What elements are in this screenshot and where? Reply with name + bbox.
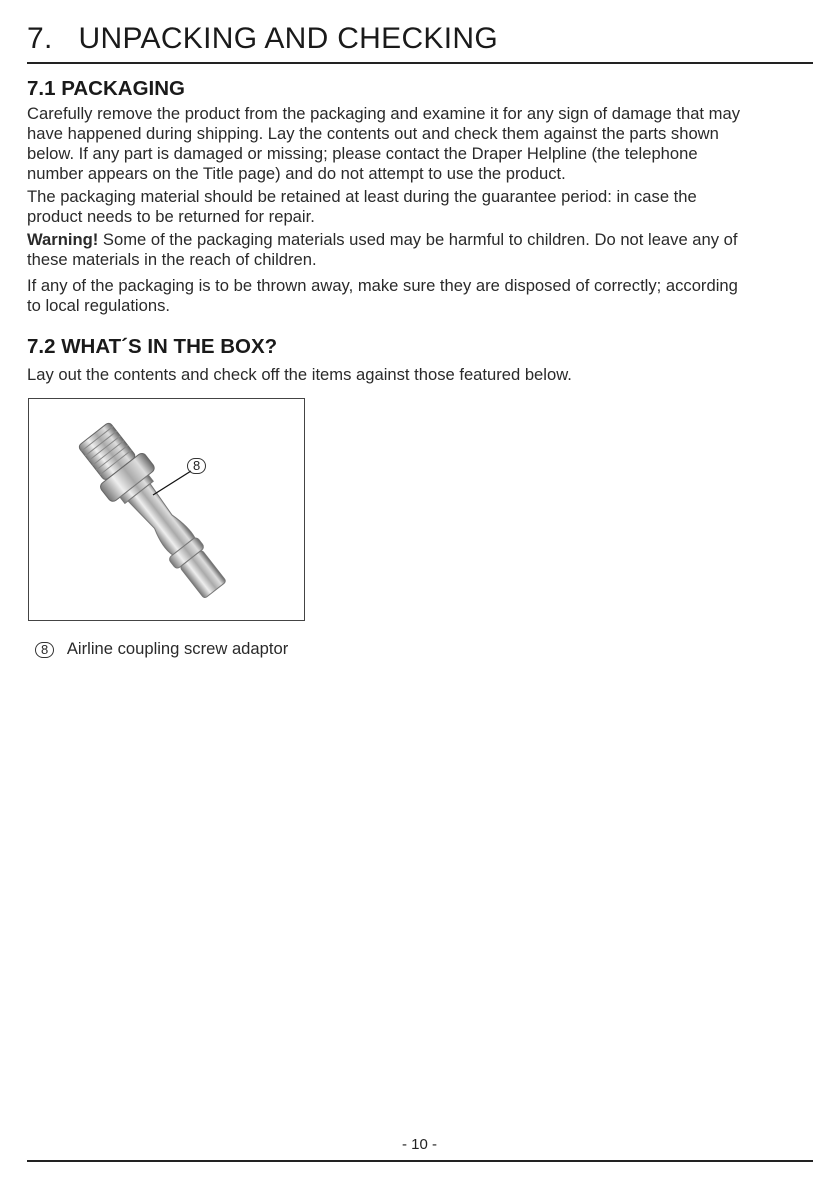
part-number-badge: 8 — [35, 642, 54, 658]
warning-label: Warning! — [27, 230, 99, 249]
body-text-line: these materials in the reach of children. — [27, 250, 317, 269]
airline-adaptor-illustration — [29, 399, 304, 620]
page-title: 7. UNPACKING AND CHECKING — [27, 22, 498, 55]
warning-text: Some of the packaging materials used may be harmful to children. Do not leave any of — [98, 230, 738, 249]
title-divider — [27, 62, 813, 64]
section-heading-packaging: 7.1 PACKAGING — [27, 77, 185, 100]
body-text-line: Carefully remove the product from the packaging and examine it for any sign of damage that may — [27, 104, 740, 123]
body-text-line: If any of the packaging is to be thrown away, make sure they are disposed of correctly; according — [27, 276, 738, 295]
product-figure — [28, 398, 305, 621]
body-text-line: product needs to be returned for repair. — [27, 207, 315, 226]
parts-list-item — [35, 639, 288, 659]
body-text-line: have happened during shipping. Lay the contents out and check them against the parts shown — [27, 124, 719, 143]
body-text-line: The packaging material should be retained at least during the guarantee period: in case the — [27, 187, 697, 206]
figure-callout-8: 8 — [187, 458, 206, 474]
body-text-line: to local regulations. — [27, 296, 170, 315]
warning-line — [27, 230, 738, 250]
footer-divider — [27, 1160, 813, 1162]
body-text-line: below. If any part is damaged or missing; please contact the Draper Helpline (the telephone — [27, 144, 698, 163]
section-heading-whats-in-box: 7.2 WHAT´S IN THE BOX? — [27, 335, 278, 358]
page-number: - 10 - — [401, 1136, 437, 1153]
body-text-line: number appears on the Title page) and do not attempt to use the product. — [27, 164, 566, 183]
part-name: Airline coupling screw adaptor — [66, 639, 289, 658]
body-text-line: Lay out the contents and check off the items against those featured below. — [27, 365, 572, 384]
